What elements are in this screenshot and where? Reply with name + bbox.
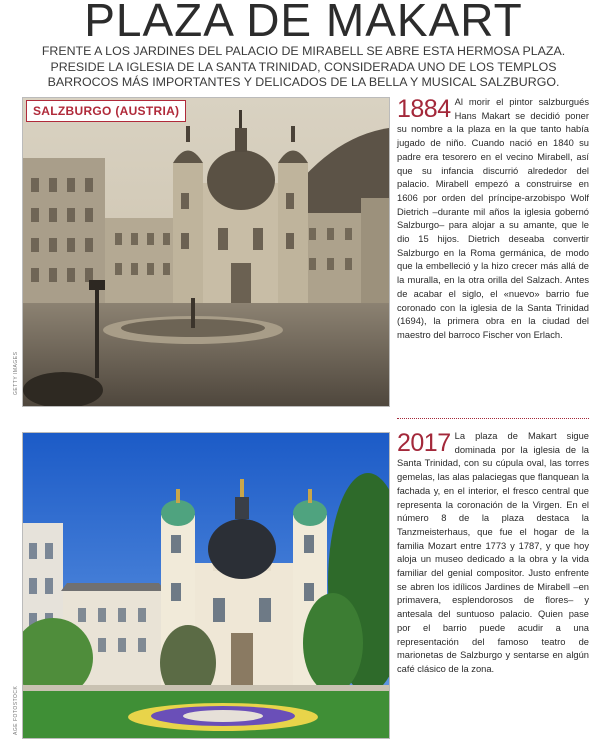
section-2017	[397, 430, 589, 677]
historic-photo-1884	[22, 97, 390, 407]
location-tag: SALZBURGO (AUSTRIA)	[26, 100, 186, 122]
page-title: PLAZA DE MAKART	[84, 0, 523, 46]
lead-paragraph: FRENTE A LOS JARDINES DEL PALACIO DE MIRABELL SE ABRE ESTA HERMOSA PLAZA. PRESIDE LA IGLESIA DE LA SANTA TRINIDAD, CONSIDERADA UNO DE LOS TEMPLOS BARROCOS MÁS IMPORTANTES Y DELICADOS DE LA BELLA Y MUSICAL SALZBURGO.	[41, 44, 566, 89]
photo-credit-1: GETTY IMAGES	[13, 351, 19, 395]
section-2017-text: La plaza de Makart sigue dominada por la iglesia de la Santa Trinidad, con su cúpula oval, las torres gemelas, las alas palaciegas que flanquean la fachada y, en el interior, el fresco central que representa la coronación de la Virgen. En el número 8 de la plaza destaca la Tanzmeisterhaus, que fue el hogar de la familia Mozart entre 1773 y 1787, y que hoy aloja un museo dedicado a la obra y la vida familiar del genial compositor. Justo enfrente se abren los idílicos Jardines de Mirabell –en primavera, esplendorosos de flores– y antesala del suntuoso palacio. Quien pase por el barrio puede acudir a una representación del famoso teatro de marionetas de Salzburgo y sentarse en algún café clásico de la zona.	[397, 431, 589, 674]
year-heading-2017: 2017	[397, 429, 451, 457]
section-divider	[397, 418, 589, 419]
section-1884	[397, 96, 589, 343]
modern-photo-2017	[22, 432, 390, 739]
year-heading-1884: 1884	[397, 95, 451, 123]
section-1884-text: Al morir el pintor salzburgués Hans Makart se decidió poner su nombre a la plaza en la que tanto había jugado de niño. Cuando nació en 1840 su padre era tesorero en el vecino Mirabell, así que su infancia discurrió alrededor del palacio. Mirabell empezó a construirse en 1606 por orden del príncipe-arzobispo Wolf Dietrich –durante mil años la iglesia gobernó Salzburgo– para alojar a su amante, que le dio 15 hijos. Dietrich deseaba convertir Salzburgo en la Roma germánica, de modo que la embelleció y la hizo crecer más allá de la muralla, en la otra orilla del Salzach. Antes de acabar el siglo, el «nuevo» barrio fue coronado con la iglesia de la Santa Trinidad (1694), la primera obra en la ciudad del maestro del barroco Fischer von Erlach.	[397, 97, 589, 340]
photo-credit-2: AGE FOTOSTOCK	[13, 685, 19, 735]
